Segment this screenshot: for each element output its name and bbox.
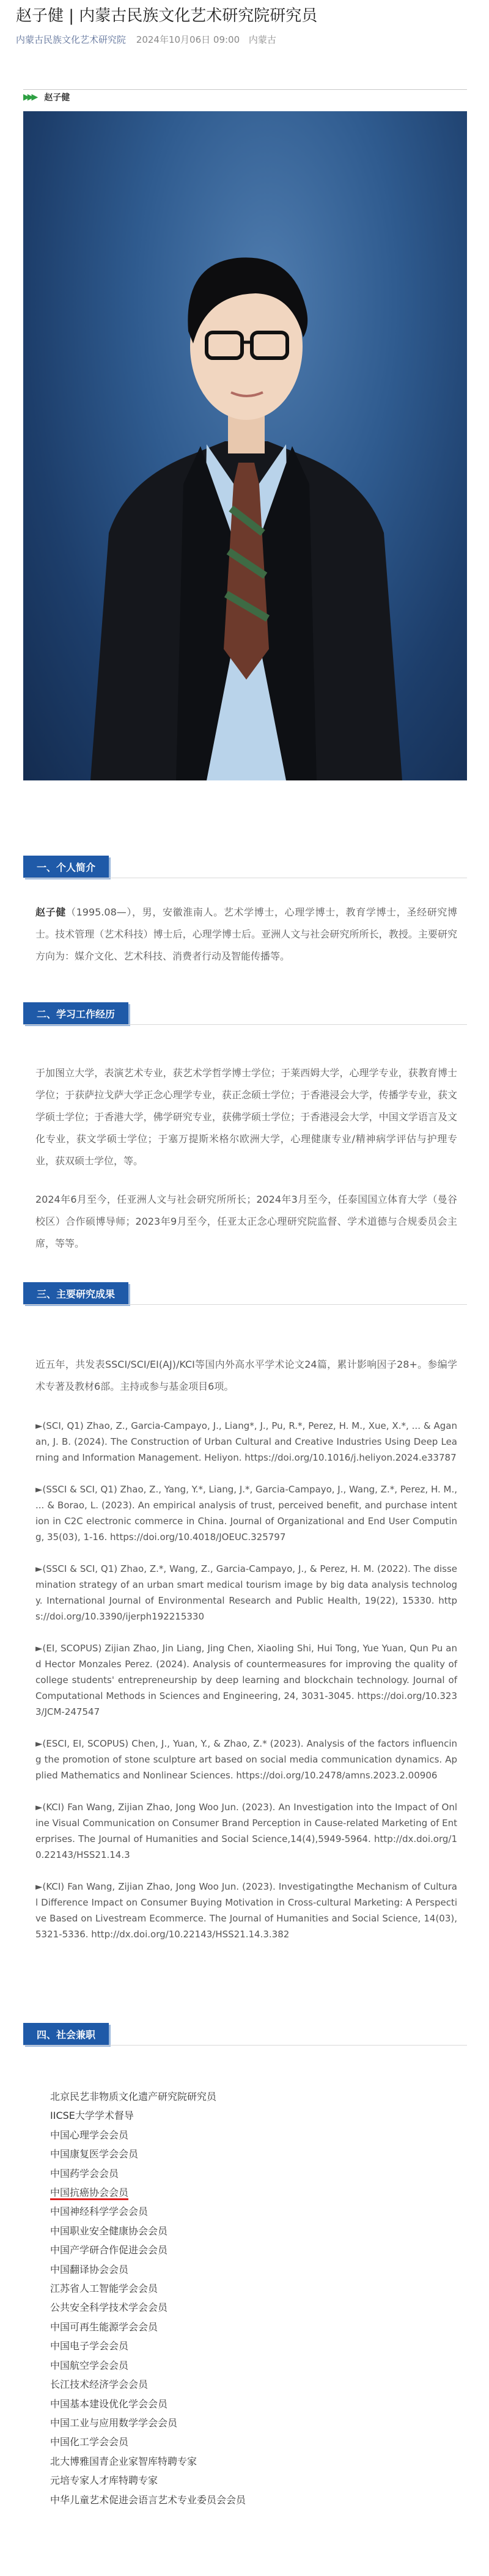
section-heading-research: 三、主要研究成果 (23, 1282, 128, 1304)
social-position-text: 中国基本建设优化学会会员 (50, 2398, 168, 2410)
reference-item: ►(SSCI & SCI, Q1) Zhao, Z., Yang, Y.*, Liang, J.*, Garcia-Campayo, J., Wang, Z.*, Perez, H. M., ... & Borao, L. (2023). An empirical analysis of trust, perceived benefit, and purchase intention in C2C electronic commerce in China. Journal of Organizational and End User Computing, 35(03), 1-16. https://doi.org/10.4018/JOEUC.325797 (35, 1484, 457, 1543)
social-position-item (50, 2356, 246, 2375)
social-position-text: 中国心理学会会员 (50, 2129, 129, 2141)
social-position-item (50, 2336, 246, 2355)
social-position-text: 中国神经科学学会会员 (50, 2206, 149, 2218)
portrait-photo (23, 111, 467, 780)
social-position-text: 中国康复医学会会员 (50, 2148, 139, 2160)
section-heading-social: 四、社会兼职 (23, 2023, 109, 2045)
social-position-item (50, 2202, 246, 2221)
section-divider (23, 1304, 467, 1305)
social-position-item (50, 2317, 246, 2336)
intro-paragraph (35, 901, 457, 967)
publish-location: 内蒙古 (248, 34, 276, 45)
social-position-item (50, 2164, 246, 2183)
reference-item: ►(EI, SCOPUS) Zijian Zhao, Jin Liang, Jing Chen, Xiaoling Shi, Hui Tong, Yue Yuan, Qun Pu and Hector Monzales Perez. (2024). Analysis of countermeasures for improving the quality of college students' entrepreneurship by deep learning and blockchain technology. Journal of Computational Methods in Sciences and Engineering, 24, 3031-3045. https://doi.org/10.3233/JCM-247547 (35, 1643, 457, 1717)
publish-date: 2024年10月06日 09:00 (136, 34, 240, 45)
social-position-text: 中国职业安全健康协会会员 (50, 2225, 168, 2237)
social-position-text: 中国工业与应用数学学会会员 (50, 2416, 178, 2429)
social-position-item (50, 2222, 246, 2240)
section-heading-intro: 一、个人简介 (23, 856, 109, 878)
social-position-item (50, 2260, 246, 2279)
social-position-item (50, 2452, 246, 2471)
social-position-item (50, 2183, 246, 2202)
section-divider (23, 1024, 467, 1025)
experience-paragraph-1: 于加图立大学，表演艺术专业，获艺术学哲学博士学位；于莱西姆大学，心理学专业，获教育博士学位；于获萨拉戈萨大学正念心理学专业，获正念硕士学位；于香港浸会大学，传播学专业，获文学硕士学位；于香港大学，佛学研究专业，获佛学硕士学位；于香港浸会大学，中国文学语言及文化专业，获文学硕士学位；于塞万提斯米格尔欧洲大学，心理健康专业/精神病学评估与护理专业，获双硕士学位，等。 (35, 1067, 457, 1167)
social-position-text: 中国抗癌协会会员 (50, 2187, 129, 2199)
social-position-item (50, 2126, 246, 2145)
social-position-item (50, 2240, 246, 2259)
social-position-list (50, 2087, 246, 2509)
social-position-item (50, 2298, 246, 2317)
social-position-text: 长江技术经济学会会员 (50, 2379, 149, 2391)
reference-item: ►(KCI) Fan Wang, Zijian Zhao, Jong Woo Jun. (2023). Investigatingthe Mechanism of Cultural Difference Impact on Consumer Buying Motivation in Cross-cultural Marketing: A Perspective Based on Livestream Ecommerce. The Journal of Humanities and Social Science, 14(03),5321-5336. http://dx.doi.org/10.22143/HSS21.14.3.382 (35, 1881, 457, 1940)
social-position-item (50, 2490, 246, 2509)
social-position-text: 公共安全科学技术学会会员 (50, 2302, 168, 2314)
social-position-text: 江苏省人工智能学会会员 (50, 2283, 158, 2295)
social-position-item (50, 2106, 246, 2125)
reference-item: ►(ESCI, EI, SCOPUS) Chen, J., Yuan, Y., & Zhao, Z.* (2023). Analysis of the factors influencing the promotion of stone sculpture art based on social media communication dynamics. Applied Mathematics and Nonlinear Sciences. https://doi.org/10.2478/amns.2023.2.00906 (35, 1738, 457, 1781)
social-position-text: 中国产学研合作促进会会员 (50, 2244, 168, 2256)
experience-paragraph-2: 2024年6月至今，任亚洲人文与社会研究所所长；2024年3月至今，任泰国国立体育大学（曼谷校区）合作硕博导师；2023年9月至今，任亚太正念心理研究院监督、学术道德与合规委员会主席，等等。 (35, 1194, 457, 1249)
social-position-item (50, 2279, 246, 2298)
social-position-item (50, 2087, 246, 2106)
double-arrow-icon: ▶▶▶ (23, 92, 36, 102)
account-link[interactable]: 内蒙古民族文化艺术研究院 (16, 34, 127, 45)
social-position-text: 北京民艺非物质文化遗产研究院研究员 (50, 2091, 217, 2102)
social-position-text: 中国电子学会会员 (50, 2340, 129, 2352)
social-position-item (50, 2471, 246, 2490)
reference-item: ►(SCI, Q1) Zhao, Z., Garcia-Campayo, J., Liang*, J., Pu, R.*, Perez, H. M., Xue, X.*, ... & Aganan, J. B. (2024). The Construction of Urban Cultural and Creative Industries Using Deep Learning and Information Management. Heliyon. https://doi.org/10.1016/j.heliyon.2024.e33787 (35, 1420, 457, 1463)
social-position-text: IICSE大学学术督导 (50, 2110, 134, 2122)
portrait-illustration (23, 111, 467, 780)
social-position-text: 中国航空学会会员 (50, 2359, 129, 2371)
article-meta (16, 33, 282, 46)
social-position-item (50, 2394, 246, 2413)
reference-item: ►(KCI) Fan Wang, Zijian Zhao, Jong Woo Jun. (2023). An Investigation into the Impact of Online Visual Communication on Consumer Brand Perception in Cause-related Marketing of Enterprises. The Journal of Humanities and Social Science,14(4),5949-5964. http://dx.doi.org/10.22143/HSS21.14.3 (35, 1802, 457, 1860)
intro-name: 赵子健 (35, 906, 66, 918)
social-position-text: 北大博雅国青企业家智库特聘专家 (50, 2455, 197, 2467)
person-name: 赵子健 (44, 93, 70, 103)
social-position-text: 中国化工学会会员 (50, 2436, 129, 2448)
article-title: 赵子健 | 内蒙古民族文化艺术研究院研究员 (16, 7, 318, 25)
social-position-item (50, 2145, 246, 2163)
social-position-text: 中国翻译协会会员 (50, 2263, 129, 2275)
section-heading-experience: 二、学习工作经历 (23, 1002, 128, 1024)
section-divider (23, 2045, 467, 2046)
social-position-text: 中国可再生能源学会会员 (50, 2321, 158, 2333)
social-position-item (50, 2432, 246, 2451)
social-position-text: 元培专家人才库特聘专家 (50, 2475, 158, 2487)
research-summary: 近五年，共发表SSCI/SCI/EI(AJ)/KCI等国内外高水平学术论文24篇，累计影响因子28+。参编学术专著及教材6部。主持或参与基金项目6项。 (35, 1359, 457, 1392)
social-position-item (50, 2375, 246, 2394)
reference-item: ►(SSCI & SCI, Q1) Zhao, Z.*, Wang, Z., Garcia-Campayo, J., & Perez, H. M. (2022). The dissemination strategy of an urban smart medical tourism image by big data analysis technology. International Journal of Environmental Research and Public Health, 19(22), 15330. https://doi.org/10.3390/ijerph192215330 (35, 1563, 457, 1622)
name-bar (23, 89, 467, 105)
social-position-text: 中国药学会会员 (50, 2167, 119, 2179)
intro-text: （1995.08—），男，安徽淮南人。艺术学博士，心理学博士，教育学博士，圣经研究博士。技术管理（艺术科技）博士后，心理学博士后。亚洲人文与社会研究所所长，教授。主要研究方向为：媒介文化、艺术科技、消费者行动及智能传播等。 (35, 906, 457, 962)
social-position-item (50, 2413, 246, 2432)
social-position-text: 中华儿童艺术促进会语言艺术专业委员会会员 (50, 2493, 246, 2506)
